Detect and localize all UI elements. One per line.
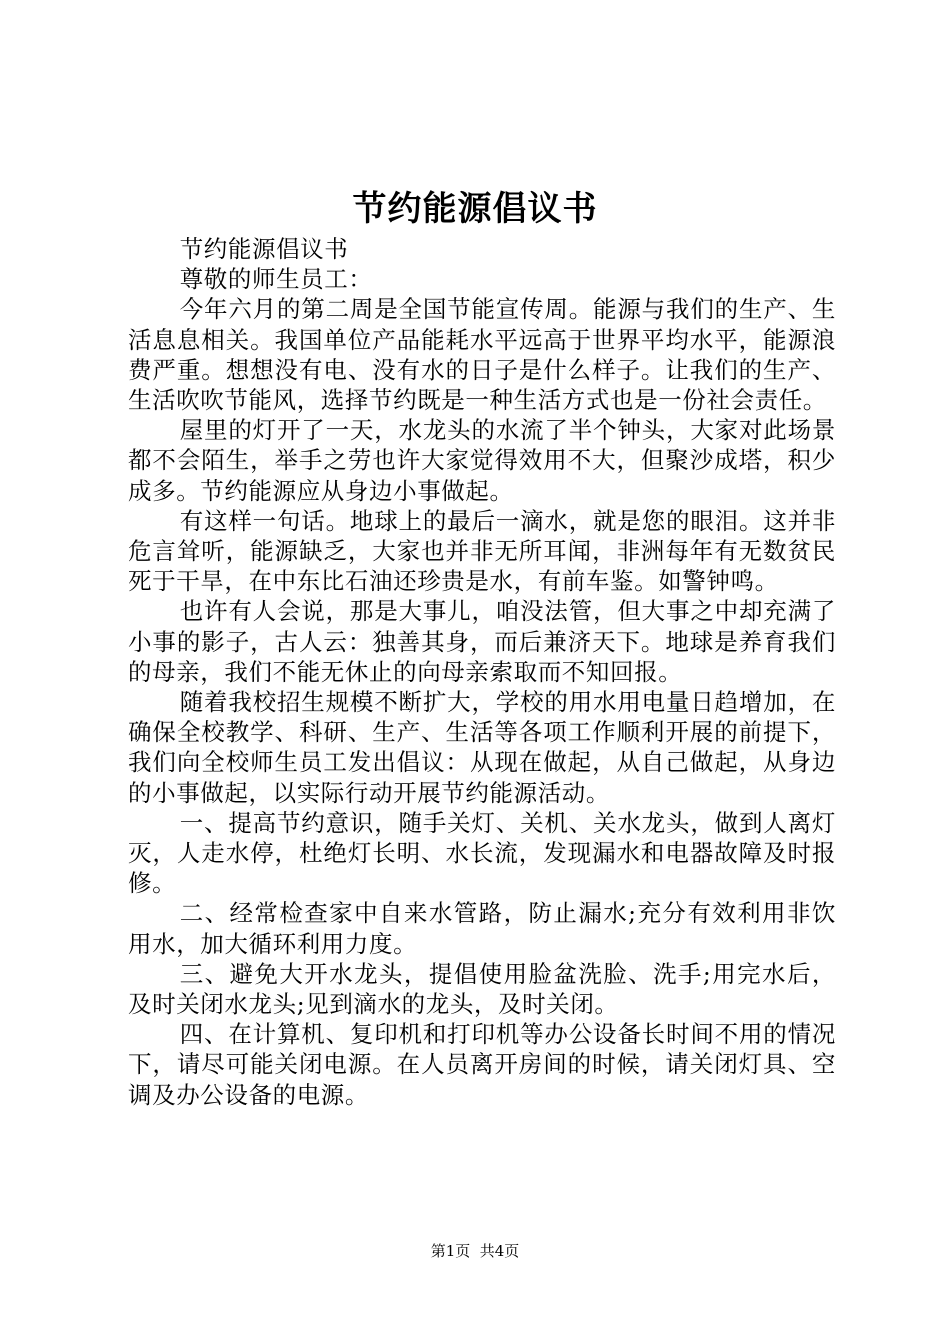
body-paragraph: 有这样一句话。地球上的最后一滴水，就是您的眼泪。这并非危言耸听，能源缺乏，大家也并非无所耳闻，非洲每年有无数贫民死于干旱，在中东比石油还珍贵是水，有前车鉴。如警钟鸣。 [128,506,836,596]
page-footer [0,1241,950,1261]
document-body [128,234,836,1110]
body-paragraph: 三、避免大开水龙头，提倡使用脸盆洗脸、洗手;用完水后，及时关闭水龙头;见到滴水的龙头，及时关闭。 [128,959,836,1019]
body-paragraph: 四、在计算机、复印机和打印机等办公设备长时间不用的情况下，请尽可能关闭电源。在人员离开房间的时候，请关闭灯具、空调及办公设备的电源。 [128,1020,836,1109]
body-paragraph: 屋里的灯开了一天，水龙头的水流了半个钟头，大家对此场景都不会陌生，举手之劳也许大家觉得效用不大，但聚沙成塔，积少成多。节约能源应从身边小事做起。 [128,416,836,505]
body-paragraph: 尊敬的师生员工： [179,265,373,294]
body-paragraph: 节约能源倡议书 [179,235,349,263]
body-paragraph: 二、经常检查家中自来水管路，防止漏水;充分有效利用非饮用水，加大循环利用力度。 [128,899,836,958]
body-paragraph: 也许有人会说，那是大事儿，咱没法管，但大事之中却充满了小事的影子，古人云：独善其身，而后兼济天下。地球是养育我们的母亲，我们不能无休止的向母亲索取而不知回报。 [128,597,836,686]
body-paragraph: 一、提高节约意识，随手关灯、关机、关水龙头，做到人离灯灭，人走水停，杜绝灯长明、水长流，发现漏水和电器故障及时报修。 [128,808,836,898]
page-number-label: 第1页 共4页 [430,1242,520,1260]
body-paragraph: 今年六月的第二周是全国节能宣传周。能源与我们的生产、生活息息相关。我国单位产品能耗水平远高于世界平均水平，能源浪费严重。想想没有电、没有水的日子是什么样子。让我们的生产、生活吹吹节能风，选择节约既是一种生活方式也是一份社会责任。 [128,295,836,415]
document-title: 节约能源倡议书 [352,189,598,229]
body-paragraph: 随着我校招生规模不断扩大，学校的用水用电量日趋增加，在确保全校教学、科研、生产、生活等各项工作顺利开展的前提下，我们向全校师生员工发出倡议：从现在做起，从自己做起，从身边的小事做起，以实际行动开展节约能源活动。 [128,688,836,807]
